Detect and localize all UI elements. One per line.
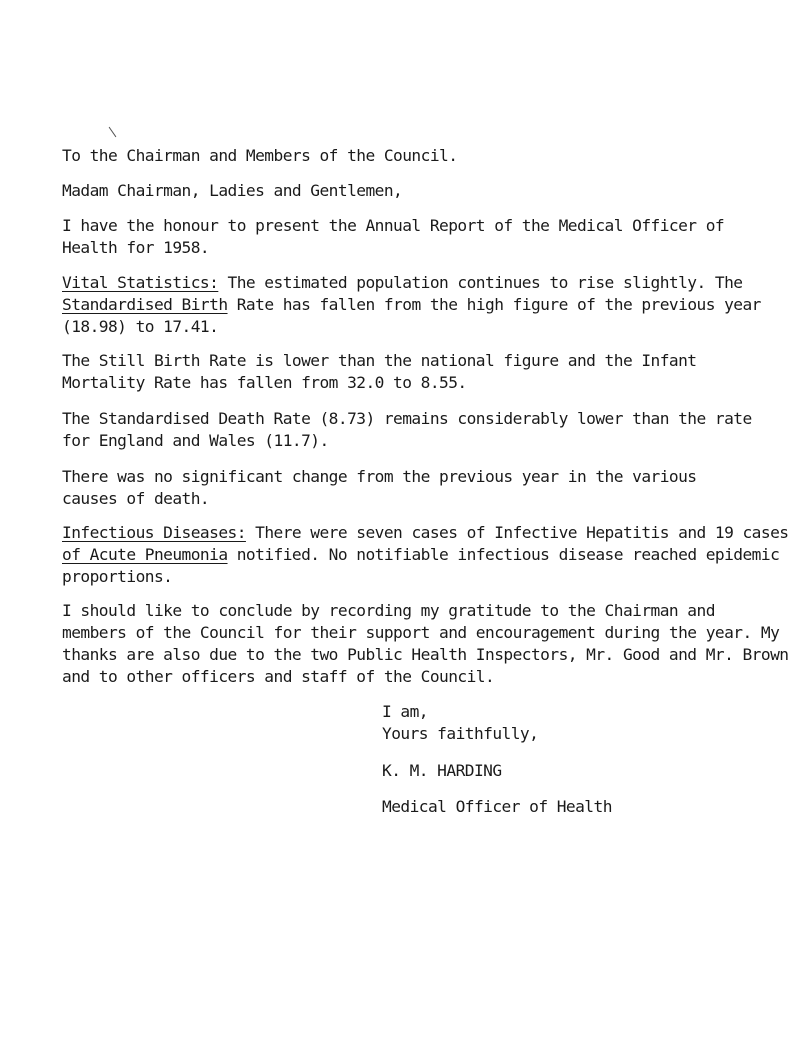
vital-line-1 [62, 272, 742, 294]
still-birth-line-1: The Still Birth Rate is lower than the national figure and the Infant [62, 351, 697, 370]
vital-text-1: The estimated population continues to rise slightly. The [218, 273, 743, 292]
vital-line-3: (18.98) to 17.41. [62, 317, 219, 336]
vital-heading-2: Standardised Birth [62, 295, 228, 314]
signoff-line-1: I am, [382, 702, 428, 721]
infectious-heading: Infectious Diseases: [62, 523, 246, 542]
vital-heading: Vital Statistics: [62, 273, 219, 292]
conclusion-line-1: I should like to conclude by recording my gratitude to the Chairman and [62, 601, 715, 620]
intro-line-1: I have the honour to present the Annual Report of the Medical Officer of [62, 216, 725, 235]
intro-line-2: Health for 1958. [62, 238, 210, 257]
infectious-line-3: proportions. [62, 567, 173, 586]
death-rate-line-2: for England and Wales (11.7). [62, 431, 329, 450]
causes-line-2: causes of death. [62, 489, 210, 508]
vital-text-2: Rate has fallen from the high figure of the previous year [227, 295, 761, 314]
still-birth-line-2: Mortality Rate has fallen from 32.0 to 8.55. [62, 373, 467, 392]
conclusion-line-3: thanks are also due to the two Public Health Inspectors, Mr. Good and Mr. Brown [62, 645, 789, 664]
greeting-line: Madam Chairman, Ladies and Gentlemen, [62, 181, 403, 200]
causes-line-1: There was no significant change from the previous year in the various [62, 467, 697, 486]
infectious-text-2: notified. No notifiable infectious disease reached epidemic [227, 545, 780, 564]
address-line: To the Chairman and Members of the Council. [62, 146, 458, 165]
death-rate-line-1: The Standardised Death Rate (8.73) remains considerably lower than the rate [62, 409, 752, 428]
stray-mark [109, 127, 117, 137]
infectious-line-1 [62, 522, 788, 544]
infectious-line-2 [62, 544, 779, 566]
vital-line-2 [62, 294, 761, 316]
signoff-line-2: Yours faithfully, [382, 724, 539, 743]
conclusion-line-2: members of the Council for their support and encouragement during the year. My [62, 623, 780, 642]
signoff-title: Medical Officer of Health [382, 797, 612, 816]
conclusion-line-4: and to other officers and staff of the Council. [62, 667, 495, 686]
infectious-heading-2: of Acute Pneumonia [62, 545, 228, 564]
infectious-text-1: There were seven cases of Infective Hepatitis and 19 cases [245, 523, 789, 542]
signoff-name: K. M. HARDING [382, 761, 502, 780]
